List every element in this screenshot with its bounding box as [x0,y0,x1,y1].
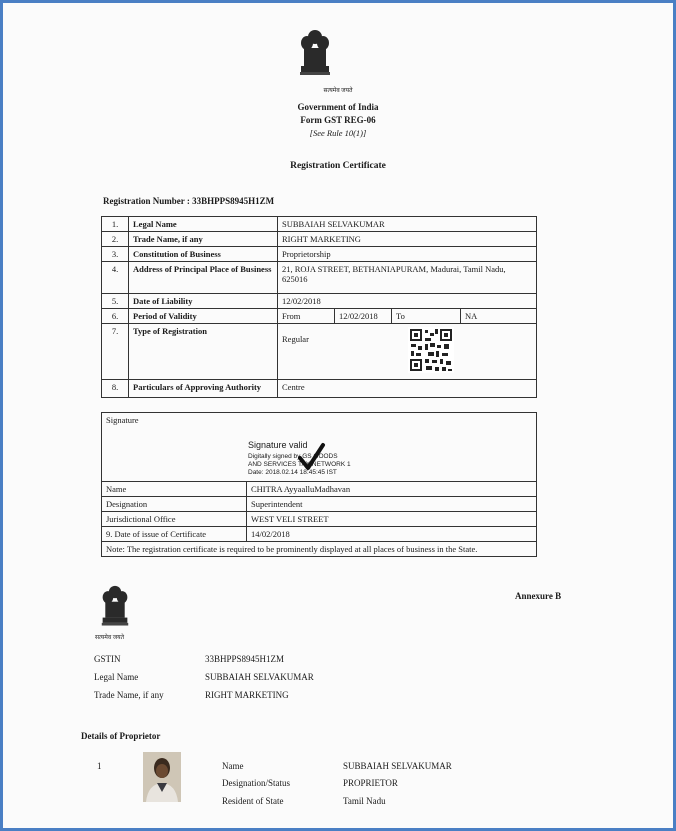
row-number: 8. [102,380,129,398]
page-title: Registration Certificate [290,161,386,171]
row-label: Constitution of Business [129,247,278,262]
officer-value: Superintendent [247,497,537,512]
annexure-title: Annexure B [515,591,562,601]
rule-label: [See Rule 10(1)] [309,128,367,138]
row-number: 1. [102,217,129,232]
emblem-caption: सत्यमेव जयते [323,88,353,94]
signature-table [101,412,537,557]
table-row [102,512,537,527]
row-label: Particulars of Approving Authority [129,380,278,398]
national-emblem-icon [100,584,130,630]
row-value: 21, ROJA STREET, BETHANIAPURAM, Madurai, Tamil Nadu, 625016 [278,262,537,294]
emblem-caption: सत्यमेव जयते [95,635,125,641]
proprietor-index: 1 [97,761,102,771]
table-row [102,380,537,398]
validity-to-date: NA [461,309,537,324]
signature-line: Digitally signed by GS GOODS [248,453,338,460]
checkmark-icon [296,442,326,472]
registration-number: Registration Number : 33BHPPS8945H1ZM [103,196,275,206]
row-value: RIGHT MARKETING [278,232,537,247]
qr-code-icon [408,327,454,373]
row-value: Centre [278,380,537,398]
proprietor-name-label: Name [222,761,244,771]
row-value: Proprietorship [278,247,537,262]
officer-value: WEST VELI STREET [247,512,537,527]
gstin-label: GSTIN [94,654,121,664]
row-label: Type of Registration [129,324,278,380]
table-row [102,482,537,497]
row-value: 12/02/2018 [278,294,537,309]
table-row [102,542,537,557]
proprietor-designation-label: Designation/Status [222,778,290,788]
validity-from-label: From [278,309,335,324]
row-number: 2. [102,232,129,247]
row-label: Period of Validity [129,309,278,324]
government-label: Government of India [297,102,379,112]
officer-label: Designation [102,497,247,512]
officer-label: Jurisdictional Office [102,512,247,527]
row-number: 5. [102,294,129,309]
proprietor-photo [143,752,181,802]
table-row [102,294,537,309]
table-row [102,324,537,380]
row-number: 4. [102,262,129,294]
registration-type-value: Regular [282,334,309,344]
table-row [102,262,537,294]
legal-name-value: SUBBAIAH SELVAKUMAR [205,672,314,682]
signature-line: Date: 2018.02.14 18:45:45 IST [248,469,337,476]
officer-label: Name [102,482,247,497]
proprietor-designation-value: PROPRIETOR [343,778,398,788]
validity-to-label: To [392,309,461,324]
officer-value: 14/02/2018 [247,527,537,542]
row-number: 3. [102,247,129,262]
form-label: Form GST REG-06 [300,115,376,125]
person-photo-icon [143,752,181,802]
row-label: Date of Liability [129,294,278,309]
row-number: 7. [102,324,129,380]
signature-line: AND SERVICES TAX NETWORK 1 [248,461,351,468]
table-row [102,217,537,232]
signature-valid-text: Signature valid [248,440,308,450]
table-row [102,247,537,262]
table-row [102,497,537,512]
proprietor-resident-value: Tamil Nadu [343,796,386,806]
gstin-value: 33BHPPS8945H1ZM [205,654,285,664]
proprietor-resident-label: Resident of State [222,796,284,806]
proprietor-name-value: SUBBAIAH SELVAKUMAR [343,761,452,771]
registration-table [101,216,537,398]
row-number: 6. [102,309,129,324]
table-row [102,232,537,247]
row-label: Trade Name, if any [129,232,278,247]
officer-label: 9. Date of issue of Certificate [102,527,247,542]
row-value: SUBBAIAH SELVAKUMAR [278,217,537,232]
officer-value: CHITRA AyyaalluMadhavan [247,482,537,497]
row-label: Legal Name [129,217,278,232]
trade-name-label: Trade Name, if any [94,690,164,700]
signature-label: Signature [102,413,537,482]
table-row [102,527,537,542]
row-label: Address of Principal Place of Business [129,262,278,294]
legal-name-label: Legal Name [94,672,139,682]
row-value-cell [278,324,537,380]
validity-from-date: 12/02/2018 [335,309,392,324]
details-heading: Details of Proprietor [81,731,161,741]
trade-name-value: RIGHT MARKETING [205,690,289,700]
certificate-note: Note: The registration certificate is required to be prominently displayed at all places of business in the State. [102,542,537,557]
table-row [102,309,537,324]
national-emblem-icon [298,28,332,80]
